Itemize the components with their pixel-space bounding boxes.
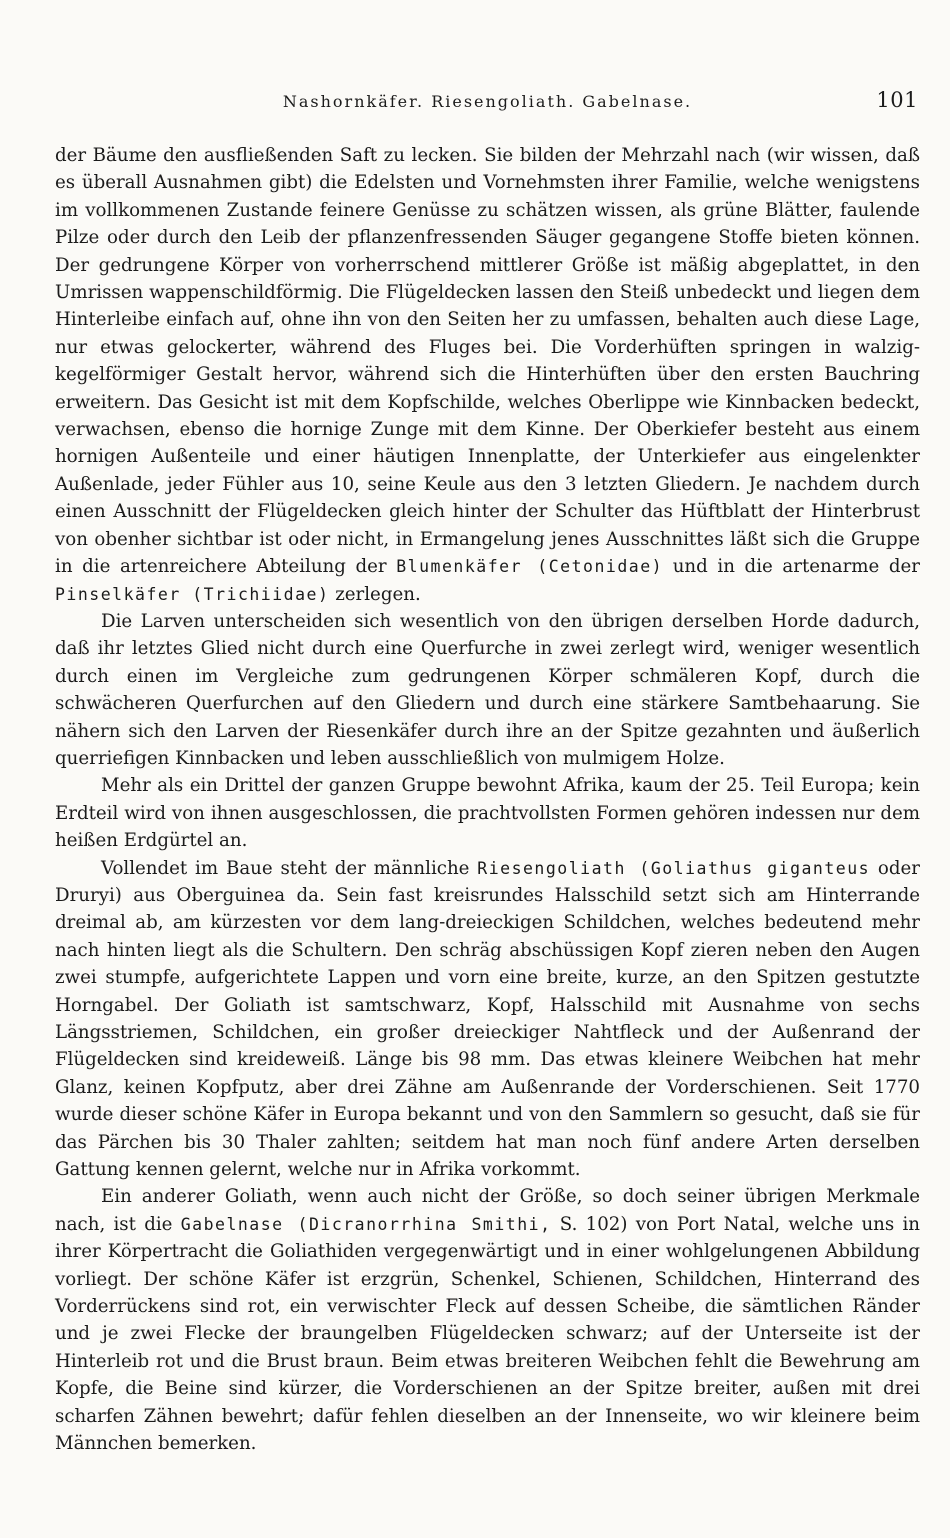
paragraph-text: der Bäume den ausfließenden Saft zu lecken. Sie bilden der Mehrzahl nach (wir wissen, daß es überall Ausnahmen gibt) die Edelsten und Vornehmsten ihrer Familie, welche wenigstens im vollkommenen Zustande feinere Genüsse zu schätzen wissen, als grüne Blätter, faulende Pilze oder durch den Leib der pflanzenfressenden Säuger gegangene Stoffe bieten können. Der gedrungene Körper von vorherrschend mittlerer Größe ist mäßig abgeplattet, in den Umrissen wappenschildförmig. Die Flügeldecken lassen den Steiß unbedeckt und liegen dem Hinterleibe einfach auf, ohne ihn von den Seiten her zu umfassen, behalten auch diese Lage, nur etwas gelockerter, während des Fluges bei. Die Vorderhüften springen in walzig-kegelförmiger Gestalt hervor, während sich die Hinterhüften über den ersten Bauchring erweitern. Das Gesicht ist mit dem Kopfschilde, welches Oberlippe wie Kinnbacken bedeckt, verwachsen, ebenso die hornige Zunge mit dem Kinne. Der Oberkiefer besteht aus einem hornigen Außenteile und einer häutigen Innenplatte, der Unterkiefer aus eingelenkter Außenlade, jeder Fühler aus 10, seine Keule aus den 3 letzten Gliedern. Je nachdem durch einen Ausschnitt der Flügeldecken gleich hinter der Schulter das Hüftblatt der Hinterbrust von obenher sichtbar ist oder nicht, in Ermangelung jenes Ausschnittes läßt sich die Gruppe in die artenreichere Abteilung der <box>55 145 920 578</box>
paragraph-text: oder Druryi) aus Oberguinea da. Sein fast kreisrundes Halsschild setzt sich am Hinterrande dreimal ab, am kürzesten vor dem lang-dreieckigen Schildchen, welches bedeutend mehr nach hinten liegt als die Schultern. Den schräg abschüssigen Kopf zieren neben den Augen zwei stumpfe, aufgerichtete Lappen und vorn eine breite, kurze, an den Spitzen gestutzte Horngabel. Der Goliath ist samtschwarz, Kopf, Halsschild mit Ausnahme von sechs Längsstriemen, Schildchen, ein großer dreieckiger Nahtfleck und der Außenrand der Flügeldecken sind kreideweiß. Länge bis 98 mm. Das etwas kleinere Weibchen hat mehr Glanz, keinen Kopfputz, aber drei Zähne am Außenrande der Vorderschienen. Seit 1770 wurde dieser schöne Käfer in Europa bekannt und von den Sammlern so gesucht, daß sie für das Pärchen bis 30 Thaler zahlten; seitdem hat man noch fünf andere Arten derselben Gattung kennen gelernt, welche nur in Afrika vorkommt. <box>55 857 920 1181</box>
paragraph-text: Ein anderer Goliath, wenn auch nicht der Größe, so doch seiner übrigen Merkmale nach, ist die <box>55 1186 920 1235</box>
page-number: 101 <box>876 88 918 112</box>
paragraph-1 <box>55 142 920 608</box>
paragraph-2 <box>55 608 920 772</box>
paragraph-text: zerlegen. <box>329 583 421 605</box>
spaced-term: Gabelnase (Dicranorrhina Smithi, <box>180 1214 552 1234</box>
running-title: Nashornkäfer. Riesengoliath. Gabelnase. <box>282 92 693 111</box>
paragraph-text: S. 102) von Port Natal, welche uns in ihrer Körpertracht die Goliathiden vergegenwärtigt und in einer wohlgelungenen Abbildung vorliegt. Der schöne Käfer ist erzgrün, Schenkel, Schienen, Schildchen, Hinterrand des Vorderrückens sind rot, ein verwischter Fleck auf dessen Scheibe, die sämtlichen Ränder und je zwei Flecke der braungelben Flügeldecken schwarz; auf der Unterseite ist der Hinterleib rot und die Brust braun. Beim etwas breiteren Weibchen fehlt die Bewehrung am Kopfe, die Beine sind kürzer, die Vorderschienen an der Spitze breiter, außen mit drei scharfen Zähnen bewehrt; dafür fehlen dieselben an der Innenseite, wo wir kleinere beim Männchen bemerken. <box>55 1213 921 1455</box>
paragraph-text: Mehr als ein Drittel der ganzen Gruppe bewohnt Afrika, kaum der 25. Teil Europa; kein Erdteil wird von ihnen ausgeschlossen, die prachtvollsten Formen gehören indessen nur dem heißen Erdgürtel an. <box>55 775 920 852</box>
spaced-term: Blumenkäfer (Cetonidae) <box>396 557 664 577</box>
paragraph-text: Die Larven unterscheiden sich wesentlich von den übrigen derselben Horde dadurch, daß ihr letztes Glied nicht durch eine Querfurche in zwei zerlegt wird, weniger wesentlich durch einen im Vergleiche zum gedrungenen Körper schmäleren Kopf, durch die schwächeren Querfurchen auf den Gliedern und durch eine stärkere Samtbehaarung. Sie nähern sich den Larven der Riesenkäfer durch ihre an der Spitze gezahnten und äußerlich querriefigen Kinnbacken und leben ausschließlich von mulmigem Holze. <box>55 610 920 769</box>
paragraph-4 <box>55 855 920 1184</box>
spaced-term: Riesengoliath (Goliathus giganteus <box>477 858 871 878</box>
spaced-term: Pinselkäfer (Trichiidae) <box>55 584 330 604</box>
paragraph-text: und in die artenarme der <box>663 556 920 578</box>
paragraph-text: Vollendet im Baue steht der männliche <box>101 857 478 879</box>
body-text <box>55 142 920 1458</box>
paragraph-5 <box>55 1183 920 1457</box>
paragraph-3 <box>55 772 920 854</box>
running-head <box>55 88 920 118</box>
